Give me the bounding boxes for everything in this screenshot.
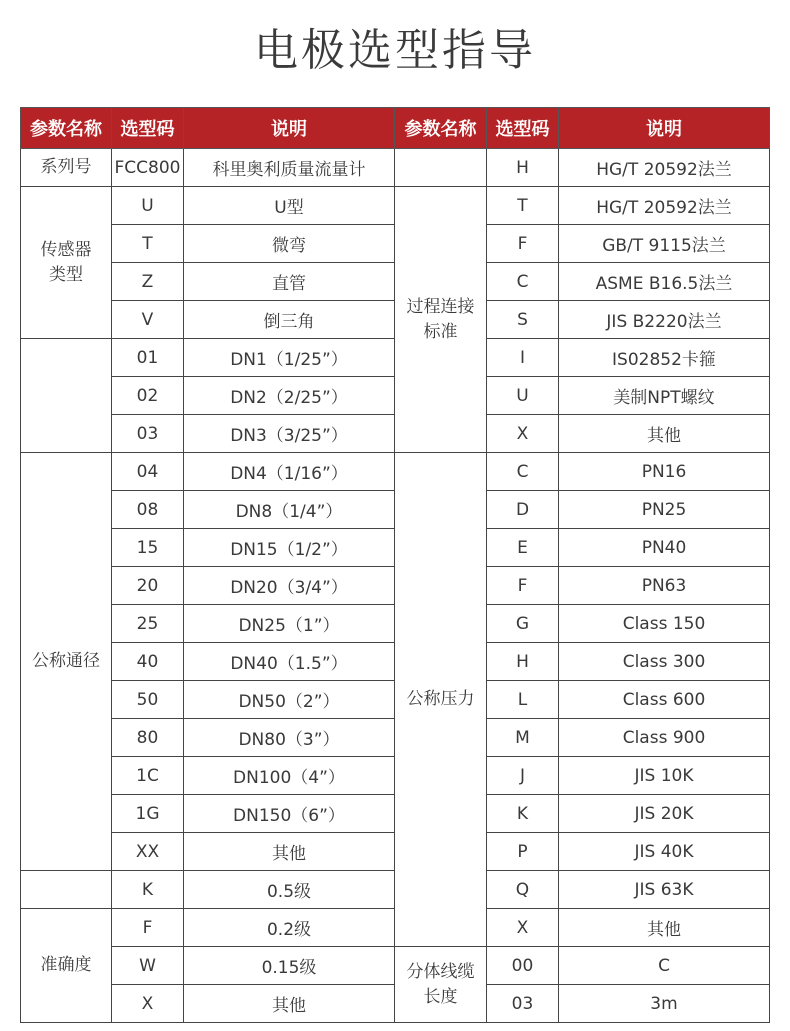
left-param-name-cell: 传感器 类型 [21,187,112,339]
left-description-cell: 微弯 [184,225,395,263]
right-description-cell: JIS 10K [559,757,770,795]
right-description-cell: 其他 [559,909,770,947]
right-description-cell: JIS 20K [559,795,770,833]
right-description-cell: Class 300 [559,643,770,681]
right-code-cell: 00 [487,947,559,985]
right-code-cell: D [487,491,559,529]
table-row [21,453,770,491]
left-code-cell: 04 [112,453,184,491]
right-description-cell: C [559,947,770,985]
left-description-cell: DN3（3/25”） [184,415,395,453]
left-code-cell: 25 [112,605,184,643]
right-description-cell: JIS B2220法兰 [559,301,770,339]
left-param-name-cell [21,339,112,453]
left-description-cell: DN50（2”） [184,681,395,719]
left-code-cell: 20 [112,567,184,605]
right-description-cell: PN40 [559,529,770,567]
left-param-name-cell: 公称通径 [21,453,112,871]
left-code-cell: 50 [112,681,184,719]
right-code-cell: G [487,605,559,643]
left-description-cell: 其他 [184,985,395,1023]
left-description-cell: 其他 [184,833,395,871]
right-description-cell: 其他 [559,415,770,453]
left-description-cell: 0.15级 [184,947,395,985]
right-code-cell: F [487,567,559,605]
left-code-cell: F [112,909,184,947]
right-code-cell: S [487,301,559,339]
right-param-name-cell [395,149,487,187]
right-code-cell: T [487,187,559,225]
left-code-cell: U [112,187,184,225]
right-description-cell: JIS 40K [559,833,770,871]
right-description-cell: Class 150 [559,605,770,643]
left-description-cell: DN8（1/4”） [184,491,395,529]
left-description-cell: DN150（6”） [184,795,395,833]
right-description-cell: JIS 63K [559,871,770,909]
right-code-cell: F [487,225,559,263]
left-description-cell: DN4（1/16”） [184,453,395,491]
left-description-cell: 倒三角 [184,301,395,339]
right-code-cell: P [487,833,559,871]
left-code-cell: V [112,301,184,339]
right-code-cell: C [487,263,559,301]
header-description: 说明 [184,108,395,149]
selection-table [20,107,770,1023]
table-row [21,187,770,225]
right-description-cell: PN63 [559,567,770,605]
left-description-cell: DN40（1.5”） [184,643,395,681]
table-body [21,149,770,1023]
right-code-cell: H [487,149,559,187]
left-code-cell: X [112,985,184,1023]
left-description-cell: 0.2级 [184,909,395,947]
right-description-cell: 美制NPT螺纹 [559,377,770,415]
left-description-cell: 0.5级 [184,871,395,909]
right-code-cell: I [487,339,559,377]
right-code-cell: J [487,757,559,795]
left-code-cell: T [112,225,184,263]
right-description-cell: ASME B16.5法兰 [559,263,770,301]
right-code-cell: L [487,681,559,719]
header-code: 选型码 [112,108,184,149]
right-param-name-cell: 过程连接 标准 [395,187,487,453]
left-description-cell: DN100（4”） [184,757,395,795]
left-param-name-cell [21,871,112,909]
right-code-cell: U [487,377,559,415]
right-param-name-cell: 公称压力 [395,453,487,947]
left-code-cell: K [112,871,184,909]
page-title: 电极选型指导 [254,25,536,76]
right-param-name-cell: 分体线缆 长度 [395,947,487,1023]
left-code-cell: W [112,947,184,985]
table-row [21,947,770,985]
header-param-name: 参数名称 [395,108,487,149]
right-code-cell: C [487,453,559,491]
right-description-cell: PN25 [559,491,770,529]
left-code-cell: 80 [112,719,184,757]
left-code-cell: 40 [112,643,184,681]
right-code-cell: 03 [487,985,559,1023]
left-param-name-cell: 系列号 [21,149,112,187]
left-code-cell: 08 [112,491,184,529]
right-description-cell: Class 600 [559,681,770,719]
left-description-cell: DN80（3”） [184,719,395,757]
right-description-cell: Class 900 [559,719,770,757]
left-code-cell: 1G [112,795,184,833]
header-row [21,108,770,149]
left-code-cell: 01 [112,339,184,377]
left-code-cell: XX [112,833,184,871]
header-code: 选型码 [487,108,559,149]
right-description-cell: HG/T 20592法兰 [559,187,770,225]
left-code-cell: 15 [112,529,184,567]
left-code-cell: Z [112,263,184,301]
right-code-cell: X [487,415,559,453]
right-description-cell: HG/T 20592法兰 [559,149,770,187]
left-description-cell: DN15（1/2”） [184,529,395,567]
left-code-cell: 02 [112,377,184,415]
right-description-cell: IS02852卡箍 [559,339,770,377]
right-description-cell: GB/T 9115法兰 [559,225,770,263]
header-description: 说明 [559,108,770,149]
right-description-cell: 3m [559,985,770,1023]
right-code-cell: H [487,643,559,681]
left-description-cell: DN1（1/25”） [184,339,395,377]
left-description-cell: 科里奥利质量流量计 [184,149,395,187]
left-description-cell: U型 [184,187,395,225]
right-code-cell: M [487,719,559,757]
table-row [21,149,770,187]
left-code-cell: 1C [112,757,184,795]
left-description-cell: DN2（2/25”） [184,377,395,415]
right-code-cell: Q [487,871,559,909]
left-param-name-cell: 准确度 [21,909,112,1023]
left-description-cell: DN20（3/4”） [184,567,395,605]
left-code-cell: 03 [112,415,184,453]
left-code-cell: FCC800 [112,149,184,187]
right-code-cell: E [487,529,559,567]
left-description-cell: DN25（1”） [184,605,395,643]
right-description-cell: PN16 [559,453,770,491]
right-code-cell: X [487,909,559,947]
header-param-name: 参数名称 [21,108,112,149]
left-description-cell: 直管 [184,263,395,301]
right-code-cell: K [487,795,559,833]
